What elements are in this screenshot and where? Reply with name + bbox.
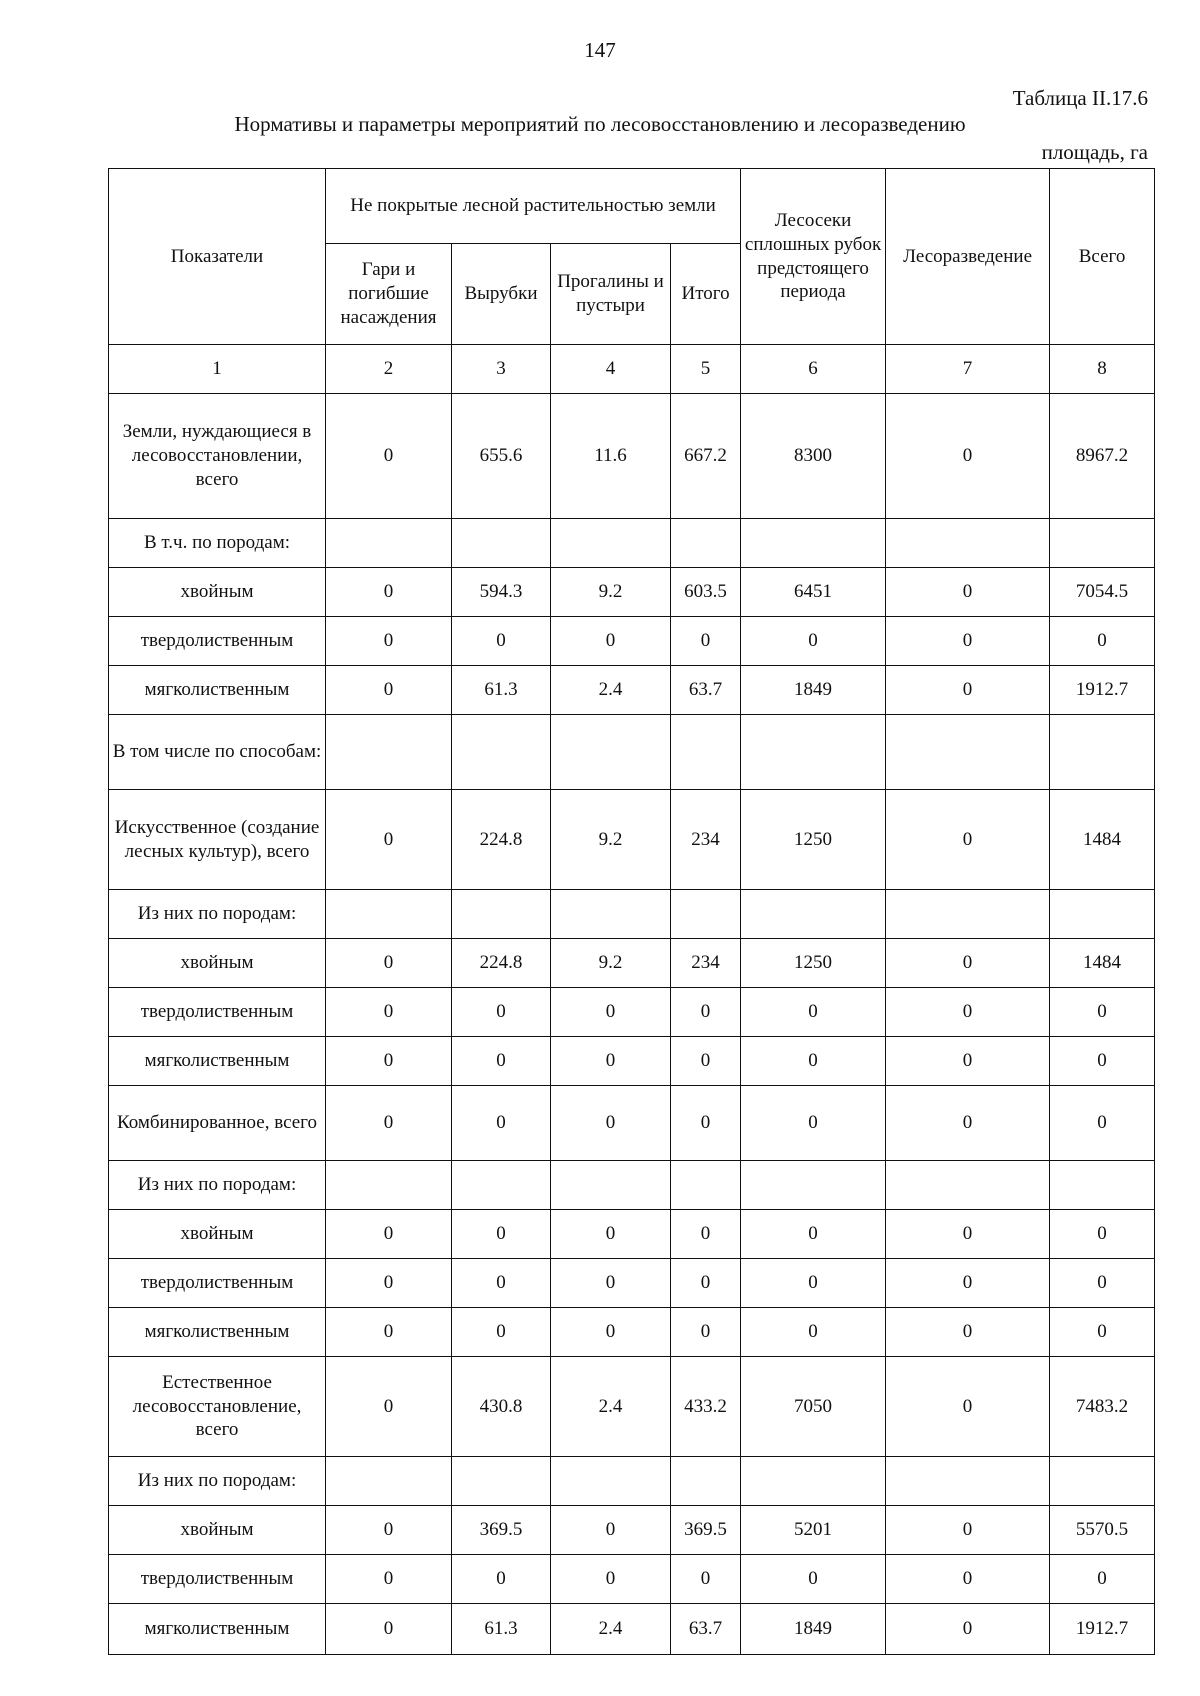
table-row (109, 1308, 1155, 1357)
table-cell: 0 (671, 1210, 741, 1259)
table-cell: 0 (1050, 617, 1155, 666)
table-cell: 0 (326, 1506, 452, 1555)
table-row (109, 1086, 1155, 1161)
header-indicators: Показатели (109, 169, 326, 345)
table-cell: 0 (452, 988, 551, 1037)
table-cell: 0 (886, 1259, 1050, 1308)
table-cell (741, 890, 886, 939)
table-cell: 667.2 (671, 394, 741, 519)
table-row (109, 1210, 1155, 1259)
row-label: мягколиственным (109, 1308, 326, 1357)
row-label: хвойным (109, 568, 326, 617)
table-cell: 0 (741, 1037, 886, 1086)
column-number: 4 (551, 345, 671, 394)
table-cell: 0 (551, 617, 671, 666)
column-number: 1 (109, 345, 326, 394)
table-cell: 0 (886, 1308, 1050, 1357)
table-cell (671, 1161, 741, 1210)
table-cell: 234 (671, 790, 741, 890)
table-cell: 1484 (1050, 939, 1155, 988)
table-cell: 0 (326, 568, 452, 617)
table-cell (1050, 715, 1155, 790)
header-afforestation: Лесоразведение (886, 169, 1050, 345)
table-cell: 1250 (741, 939, 886, 988)
table-cell: 2.4 (551, 1604, 671, 1655)
row-label: Земли, нуждающиеся в лесовосстановлении, всего (109, 394, 326, 519)
table-row (109, 1555, 1155, 1604)
table-cell: 11.6 (551, 394, 671, 519)
row-label: твердолиственным (109, 1259, 326, 1308)
table-cell: 0 (741, 1086, 886, 1161)
table-cell (551, 1161, 671, 1210)
table-cell: 0 (886, 617, 1050, 666)
header-subtotal: Итого (671, 244, 741, 345)
table-cell: 9.2 (551, 939, 671, 988)
table-cell: 0 (326, 1037, 452, 1086)
table-cell (1050, 1161, 1155, 1210)
table-cell: 0 (452, 1308, 551, 1357)
table-cell: 0 (1050, 988, 1155, 1037)
table-cell: 0 (741, 1308, 886, 1357)
table-cell: 369.5 (671, 1506, 741, 1555)
table-cell: 0 (326, 1555, 452, 1604)
table-cell: 0 (326, 1210, 452, 1259)
column-number: 7 (886, 345, 1050, 394)
header-clearcuts: Вырубки (452, 244, 551, 345)
table-row (109, 1357, 1155, 1457)
table-cell: 0 (1050, 1037, 1155, 1086)
column-number: 2 (326, 345, 452, 394)
table-cell: 0 (551, 1506, 671, 1555)
table-cell: 234 (671, 939, 741, 988)
row-label: хвойным (109, 1506, 326, 1555)
table-row (109, 1457, 1155, 1506)
table-cell: 0 (886, 394, 1050, 519)
column-number: 3 (452, 345, 551, 394)
table-cell: 0 (886, 1357, 1050, 1457)
table-cell (741, 1161, 886, 1210)
table-cell: 0 (1050, 1086, 1155, 1161)
table-row (109, 890, 1155, 939)
table-cell: 7050 (741, 1357, 886, 1457)
table-cell: 224.8 (452, 939, 551, 988)
table-cell: 0 (551, 1086, 671, 1161)
column-number: 8 (1050, 345, 1155, 394)
table-cell (741, 1457, 886, 1506)
row-label: хвойным (109, 939, 326, 988)
table-cell: 8967.2 (1050, 394, 1155, 519)
row-label: Искусственное (создание лесных культур), всего (109, 790, 326, 890)
table-cell (671, 1457, 741, 1506)
table-cell (452, 1161, 551, 1210)
table-row (109, 988, 1155, 1037)
row-label: мягколиственным (109, 1037, 326, 1086)
table-cell: 0 (886, 1604, 1050, 1655)
table-row (109, 1259, 1155, 1308)
table-cell: 9.2 (551, 568, 671, 617)
header-not-covered-lands: Не покрытые лесной растительностью земли (326, 169, 741, 244)
table-cell (1050, 519, 1155, 568)
table-cell: 0 (741, 988, 886, 1037)
table-cell (452, 715, 551, 790)
table-cell: 0 (886, 1037, 1050, 1086)
row-label: хвойным (109, 1210, 326, 1259)
table-cell: 0 (1050, 1259, 1155, 1308)
row-label: мягколиственным (109, 1604, 326, 1655)
table-cell (452, 890, 551, 939)
row-label: Естественное лесовосстановление, всего (109, 1357, 326, 1457)
table-row (109, 939, 1155, 988)
table-cell: 1912.7 (1050, 1604, 1155, 1655)
table-cell: 0 (326, 1308, 452, 1357)
table-cell (741, 519, 886, 568)
table-cell: 2.4 (551, 1357, 671, 1457)
table-cell: 0 (326, 1604, 452, 1655)
table-cell: 0 (326, 988, 452, 1037)
table-cell: 8300 (741, 394, 886, 519)
table-cell: 1849 (741, 1604, 886, 1655)
table-cell (886, 890, 1050, 939)
table-cell: 0 (326, 617, 452, 666)
header-glades: Прогалины и пустыри (551, 244, 671, 345)
table-cell: 0 (326, 1259, 452, 1308)
table-cell (452, 519, 551, 568)
table-cell: 0 (326, 939, 452, 988)
row-label: твердолиственным (109, 1555, 326, 1604)
table-cell: 0 (326, 1086, 452, 1161)
table-cell: 6451 (741, 568, 886, 617)
table-cell: 0 (671, 1259, 741, 1308)
table-row (109, 1604, 1155, 1655)
table-cell: 0 (886, 1555, 1050, 1604)
table-cell: 1849 (741, 666, 886, 715)
table-cell: 0 (741, 1555, 886, 1604)
table-cell: 0 (671, 617, 741, 666)
table-cell: 1250 (741, 790, 886, 890)
table-cell: 0 (326, 666, 452, 715)
table-cell: 0 (1050, 1210, 1155, 1259)
table-cell: 0 (671, 1308, 741, 1357)
table-cell: 603.5 (671, 568, 741, 617)
table-cell: 655.6 (452, 394, 551, 519)
table-cell (551, 519, 671, 568)
table-cell: 0 (886, 1086, 1050, 1161)
table-cell: 63.7 (671, 666, 741, 715)
table-cell (1050, 890, 1155, 939)
table-cell: 61.3 (452, 666, 551, 715)
table-cell: 0 (741, 617, 886, 666)
table-title: Нормативы и параметры мероприятий по лесовосстановлению и лесоразведению (234, 112, 966, 136)
table-cell: 0 (326, 394, 452, 519)
table-cell (326, 890, 452, 939)
row-label: Из них по породам: (109, 890, 326, 939)
table-cell: 9.2 (551, 790, 671, 890)
table-cell: 2.4 (551, 666, 671, 715)
table-cell: 0 (741, 1210, 886, 1259)
table-cell (326, 519, 452, 568)
page-number: 147 (584, 38, 616, 62)
table-row (109, 715, 1155, 790)
unit-label: площадь, га (1041, 140, 1148, 164)
table-cell: 0 (551, 1308, 671, 1357)
table-cell: 1912.7 (1050, 666, 1155, 715)
table-cell: 0 (452, 1037, 551, 1086)
table-cell: 5570.5 (1050, 1506, 1155, 1555)
table-cell (551, 890, 671, 939)
table-cell: 0 (452, 617, 551, 666)
row-label: мягколиственным (109, 666, 326, 715)
table-cell (886, 1161, 1050, 1210)
table-cell (1050, 1457, 1155, 1506)
table-cell (551, 715, 671, 790)
table-cell (741, 715, 886, 790)
table-cell: 369.5 (452, 1506, 551, 1555)
row-label: твердолиственным (109, 988, 326, 1037)
table-cell: 433.2 (671, 1357, 741, 1457)
table-row (109, 519, 1155, 568)
table-cell: 0 (551, 1259, 671, 1308)
table-cell: 0 (886, 790, 1050, 890)
table-cell: 0 (452, 1210, 551, 1259)
table-cell: 61.3 (452, 1604, 551, 1655)
header-cutting-areas: Лесосеки сплошных рубок предстоящего периода (741, 169, 886, 345)
header-burnt: Гари и погибшие насаждения (326, 244, 452, 345)
table-cell: 0 (671, 1555, 741, 1604)
table-cell: 0 (886, 1210, 1050, 1259)
row-label: Из них по породам: (109, 1457, 326, 1506)
column-numbers-row (109, 345, 1155, 394)
table-cell: 0 (671, 1086, 741, 1161)
table-cell: 0 (886, 1506, 1050, 1555)
table-cell: 63.7 (671, 1604, 741, 1655)
table-cell (326, 1161, 452, 1210)
table-row (109, 1161, 1155, 1210)
table-cell: 430.8 (452, 1357, 551, 1457)
row-label: твердолиственным (109, 617, 326, 666)
table-cell: 0 (671, 1037, 741, 1086)
table-cell (671, 890, 741, 939)
table-cell: 7054.5 (1050, 568, 1155, 617)
table-cell (452, 1457, 551, 1506)
table-row (109, 1037, 1155, 1086)
table-row (109, 666, 1155, 715)
table-cell: 0 (886, 568, 1050, 617)
data-table (108, 168, 1155, 1655)
table-cell: 594.3 (452, 568, 551, 617)
table-cell: 5201 (741, 1506, 886, 1555)
table-cell (886, 715, 1050, 790)
table-cell: 224.8 (452, 790, 551, 890)
table-cell (326, 715, 452, 790)
table-cell: 0 (1050, 1308, 1155, 1357)
row-label: Из них по породам: (109, 1161, 326, 1210)
table-cell: 0 (452, 1086, 551, 1161)
table-cell: 0 (741, 1259, 886, 1308)
table-cell: 0 (326, 1357, 452, 1457)
table-cell: 0 (551, 1210, 671, 1259)
table-row (109, 394, 1155, 519)
table-cell: 0 (671, 988, 741, 1037)
table-cell: 0 (886, 939, 1050, 988)
table-row (109, 617, 1155, 666)
row-label: В том числе по способам: (109, 715, 326, 790)
table-cell: 0 (326, 790, 452, 890)
table-cell: 0 (452, 1259, 551, 1308)
table-cell (886, 519, 1050, 568)
table-cell: 1484 (1050, 790, 1155, 890)
table-cell: 0 (551, 988, 671, 1037)
table-row (109, 1506, 1155, 1555)
table-cell: 0 (452, 1555, 551, 1604)
table-cell: 0 (551, 1555, 671, 1604)
table-cell (671, 519, 741, 568)
table-cell (671, 715, 741, 790)
table-cell: 7483.2 (1050, 1357, 1155, 1457)
row-label: Комбинированное, всего (109, 1086, 326, 1161)
table-cell: 0 (886, 666, 1050, 715)
table-row (109, 790, 1155, 890)
column-number: 5 (671, 345, 741, 394)
row-label: В т.ч. по породам: (109, 519, 326, 568)
table-cell: 0 (1050, 1555, 1155, 1604)
table-cell (886, 1457, 1050, 1506)
column-number: 6 (741, 345, 886, 394)
header-total: Всего (1050, 169, 1155, 345)
table-number: Таблица II.17.6 (1012, 86, 1148, 110)
table-cell: 0 (886, 988, 1050, 1037)
table-row (109, 568, 1155, 617)
table-cell (326, 1457, 452, 1506)
table-cell: 0 (551, 1037, 671, 1086)
table-cell (551, 1457, 671, 1506)
